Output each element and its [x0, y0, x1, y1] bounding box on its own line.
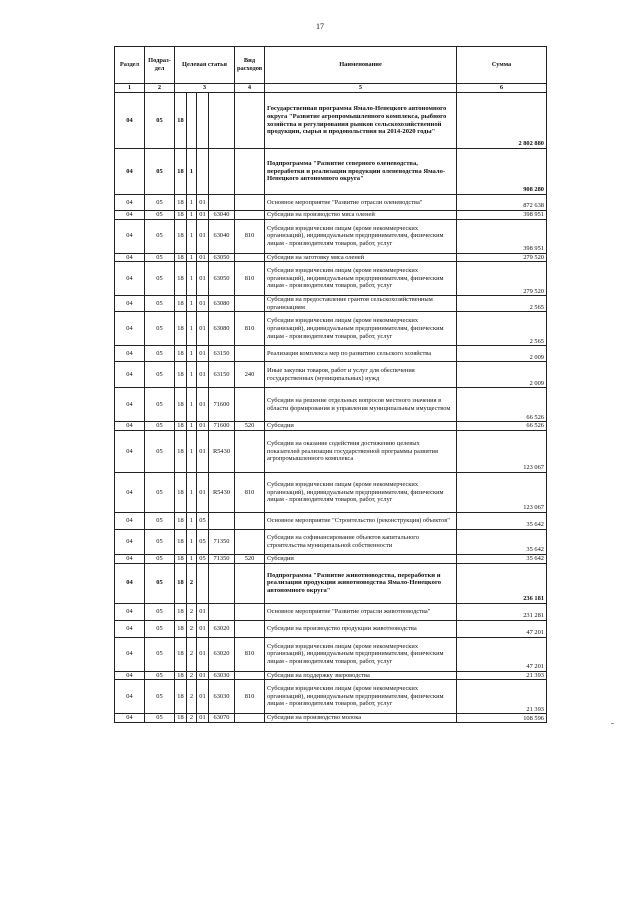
- event-code-cell: 01: [197, 430, 209, 472]
- vid-cell: [235, 296, 265, 312]
- podrazdel-cell: 05: [145, 253, 175, 262]
- event-code-cell: 01: [197, 714, 209, 723]
- sum-cell: 2 802 880: [457, 93, 547, 149]
- program-code-cell: 18: [175, 253, 187, 262]
- vid-cell: 810: [235, 472, 265, 512]
- razdel-cell: 04: [115, 680, 145, 714]
- program-code-cell: 18: [175, 637, 187, 671]
- sum-cell: 123 067: [457, 472, 547, 512]
- header-celevaya: Целевая статья: [175, 47, 235, 84]
- razdel-cell: 04: [115, 312, 145, 346]
- program-code-cell: 18: [175, 680, 187, 714]
- subprogram-code-cell: 1: [187, 529, 197, 554]
- event-code-cell: 01: [197, 680, 209, 714]
- table-row: [115, 296, 547, 312]
- name-cell: Субсидии юридическим лицам (кроме некоммерческих организаций), индивидуальным предпринимателям, физическим лицам - производителям товаров, работ, услуг: [265, 472, 457, 512]
- podrazdel-cell: 05: [145, 714, 175, 723]
- margin-mark: ˗: [611, 717, 614, 727]
- vid-cell: 810: [235, 637, 265, 671]
- razdel-cell: 04: [115, 620, 145, 637]
- subprogram-code-cell: 2: [187, 714, 197, 723]
- podrazdel-cell: 05: [145, 472, 175, 512]
- sum-cell: 279 520: [457, 253, 547, 262]
- name-cell: Субсидии юридическим лицам (кроме некоммерческих организаций), индивидуальным предпринимателям, физическим лицам - производителям товаров, работ, услуг: [265, 680, 457, 714]
- name-cell: Субсидии на заготовку мяса оленей: [265, 253, 457, 262]
- table-row: [115, 195, 547, 211]
- razdel-cell: 04: [115, 637, 145, 671]
- podrazdel-cell: 05: [145, 422, 175, 431]
- event-code-cell: 01: [197, 472, 209, 512]
- index-cell: 4: [235, 84, 265, 93]
- subprogram-code-cell: 1: [187, 422, 197, 431]
- direction-code-cell: 63150: [209, 346, 235, 362]
- program-code-cell: 18: [175, 211, 187, 220]
- razdel-cell: 04: [115, 211, 145, 220]
- podrazdel-cell: 05: [145, 603, 175, 620]
- sum-cell: 35 642: [457, 554, 547, 563]
- direction-code-cell: 63080: [209, 296, 235, 312]
- subprogram-code-cell: 1: [187, 362, 197, 388]
- index-cell: 1: [115, 84, 145, 93]
- razdel-cell: 04: [115, 253, 145, 262]
- name-cell: Подпрограмма "Развитие северного оленеводства, переработки и реализации продукции оленеводства Ямало-Ненецкого автономного округа": [265, 149, 457, 195]
- event-code-cell: 01: [197, 346, 209, 362]
- direction-code-cell: 63020: [209, 637, 235, 671]
- sum-cell: 66 526: [457, 388, 547, 422]
- vid-cell: [235, 620, 265, 637]
- direction-code-cell: [209, 512, 235, 529]
- razdel-cell: 04: [115, 219, 145, 253]
- podrazdel-cell: 05: [145, 671, 175, 680]
- page-number: 17: [316, 22, 324, 31]
- direction-code-cell: [209, 195, 235, 211]
- program-code-cell: 18: [175, 312, 187, 346]
- podrazdel-cell: 05: [145, 346, 175, 362]
- podrazdel-cell: 05: [145, 388, 175, 422]
- name-cell: Субсидии юридическим лицам (кроме некоммерческих организаций), индивидуальным предпринимателям, физическим лицам - производителям товаров, работ, услуг: [265, 219, 457, 253]
- sum-cell: 398 951: [457, 219, 547, 253]
- table-row: [115, 346, 547, 362]
- event-code-cell: 01: [197, 637, 209, 671]
- event-code-cell: 05: [197, 554, 209, 563]
- vid-cell: [235, 603, 265, 620]
- index-cell: 2: [145, 84, 175, 93]
- subprogram-code-cell: 2: [187, 671, 197, 680]
- vid-cell: [235, 430, 265, 472]
- direction-code-cell: 71350: [209, 529, 235, 554]
- event-code-cell: 01: [197, 253, 209, 262]
- name-cell: Субсидии: [265, 554, 457, 563]
- table-row: [115, 680, 547, 714]
- direction-code-cell: R5430: [209, 430, 235, 472]
- razdel-cell: 04: [115, 603, 145, 620]
- subprogram-code-cell: 1: [187, 346, 197, 362]
- name-cell: Подпрограмма "Развитие животноводства, переработки и реализации продукции животноводства Ямало-Ненецкого автономного округа": [265, 563, 457, 603]
- table-row: [115, 472, 547, 512]
- program-code-cell: 18: [175, 195, 187, 211]
- name-cell: Субсидии на софинансирование объектов капитального строительства муниципальной собственности: [265, 529, 457, 554]
- program-code-cell: 18: [175, 512, 187, 529]
- name-cell: Основное мероприятие "Строительство (реконструкция) объектов": [265, 512, 457, 529]
- event-code-cell: [197, 563, 209, 603]
- podrazdel-cell: 05: [145, 362, 175, 388]
- name-cell: Субсидии юридическим лицам (кроме некоммерческих организаций), индивидуальным предпринимателям, физическим лицам - производителям товаров, работ, услуг: [265, 637, 457, 671]
- program-code-cell: 18: [175, 296, 187, 312]
- subprogram-code-cell: 1: [187, 512, 197, 529]
- subprogram-code-cell: 1: [187, 262, 197, 296]
- vid-cell: 520: [235, 554, 265, 563]
- program-code-cell: 18: [175, 529, 187, 554]
- subprogram-code-cell: 1: [187, 219, 197, 253]
- podrazdel-cell: 05: [145, 529, 175, 554]
- sum-cell: 21 393: [457, 671, 547, 680]
- podrazdel-cell: 05: [145, 512, 175, 529]
- header-vid: Вид расходов: [235, 47, 265, 84]
- razdel-cell: 04: [115, 430, 145, 472]
- header-sum: Сумма: [457, 47, 547, 84]
- program-code-cell: 18: [175, 262, 187, 296]
- direction-code-cell: 63050: [209, 262, 235, 296]
- direction-code-cell: [209, 149, 235, 195]
- razdel-cell: 04: [115, 422, 145, 431]
- vid-cell: 810: [235, 312, 265, 346]
- name-cell: Субсидии на производство продукции животноводства: [265, 620, 457, 637]
- razdel-cell: 04: [115, 529, 145, 554]
- sum-cell: 872 638: [457, 195, 547, 211]
- podrazdel-cell: 05: [145, 93, 175, 149]
- sum-cell: 231 281: [457, 603, 547, 620]
- direction-code-cell: R5430: [209, 472, 235, 512]
- razdel-cell: 04: [115, 362, 145, 388]
- name-cell: Субсидии юридическим лицам (кроме некоммерческих организаций), индивидуальным предпринимателям, физическим лицам - производителям товаров, работ, услуг: [265, 262, 457, 296]
- subprogram-code-cell: 1: [187, 554, 197, 563]
- table-row: [115, 603, 547, 620]
- sum-cell: 398 951: [457, 211, 547, 220]
- name-cell: Субсидии на оказание содействия достижению целевых показателей реализации государственной программы развития агропромышленного комплекса: [265, 430, 457, 472]
- razdel-cell: 04: [115, 563, 145, 603]
- name-cell: Субсидии: [265, 422, 457, 431]
- event-code-cell: 01: [197, 312, 209, 346]
- table-row: [115, 529, 547, 554]
- table-row: [115, 312, 547, 346]
- razdel-cell: 04: [115, 296, 145, 312]
- direction-code-cell: 63020: [209, 620, 235, 637]
- subprogram-code-cell: 1: [187, 149, 197, 195]
- sum-cell: 279 520: [457, 262, 547, 296]
- subprogram-code-cell: 1: [187, 312, 197, 346]
- index-cell: 3: [175, 84, 235, 93]
- program-code-cell: 18: [175, 563, 187, 603]
- event-code-cell: 01: [197, 211, 209, 220]
- event-code-cell: [197, 149, 209, 195]
- name-cell: Субсидии на предоставление грантов сельскохозяйственным организациям: [265, 296, 457, 312]
- event-code-cell: 01: [197, 388, 209, 422]
- event-code-cell: 01: [197, 620, 209, 637]
- name-cell: Основное мероприятие "Развитие отрасли животноводства": [265, 603, 457, 620]
- table-row: [115, 430, 547, 472]
- podrazdel-cell: 05: [145, 262, 175, 296]
- header-name: Наименование: [265, 47, 457, 84]
- table-row: [115, 388, 547, 422]
- podrazdel-cell: 05: [145, 149, 175, 195]
- event-code-cell: 01: [197, 296, 209, 312]
- vid-cell: [235, 388, 265, 422]
- sum-cell: 47 201: [457, 620, 547, 637]
- program-code-cell: 18: [175, 362, 187, 388]
- table-row: [115, 714, 547, 723]
- vid-cell: 240: [235, 362, 265, 388]
- index-row: [115, 84, 547, 93]
- direction-code-cell: 71350: [209, 554, 235, 563]
- event-code-cell: 01: [197, 262, 209, 296]
- program-code-cell: 18: [175, 603, 187, 620]
- subprogram-code-cell: 2: [187, 620, 197, 637]
- subprogram-code-cell: 2: [187, 680, 197, 714]
- event-code-cell: 05: [197, 529, 209, 554]
- vid-cell: [235, 671, 265, 680]
- vid-cell: [235, 211, 265, 220]
- sum-cell: 2 565: [457, 312, 547, 346]
- subprogram-code-cell: 1: [187, 253, 197, 262]
- name-cell: Субсидии на производство молока: [265, 714, 457, 723]
- table-row: [115, 512, 547, 529]
- subprogram-code-cell: 1: [187, 211, 197, 220]
- vid-cell: [235, 253, 265, 262]
- table-row: [115, 253, 547, 262]
- subprogram-code-cell: 1: [187, 296, 197, 312]
- razdel-cell: 04: [115, 93, 145, 149]
- sum-cell: 35 642: [457, 512, 547, 529]
- podrazdel-cell: 05: [145, 219, 175, 253]
- razdel-cell: 04: [115, 714, 145, 723]
- podrazdel-cell: 05: [145, 430, 175, 472]
- razdel-cell: 04: [115, 149, 145, 195]
- razdel-cell: 04: [115, 388, 145, 422]
- sum-cell: 35 642: [457, 529, 547, 554]
- name-cell: Реализация комплекса мер по развитию сельского хозяйства: [265, 346, 457, 362]
- direction-code-cell: [209, 93, 235, 149]
- direction-code-cell: 63040: [209, 211, 235, 220]
- name-cell: Субсидии юридическим лицам (кроме некоммерческих организаций), индивидуальным предпринимателям, физическим лицам - производителям товаров, работ, услуг: [265, 312, 457, 346]
- program-code-cell: 18: [175, 388, 187, 422]
- event-code-cell: 01: [197, 195, 209, 211]
- subprogram-code-cell: 2: [187, 563, 197, 603]
- event-code-cell: 05: [197, 512, 209, 529]
- razdel-cell: 04: [115, 554, 145, 563]
- vid-cell: [235, 346, 265, 362]
- table-row: [115, 93, 547, 149]
- name-cell: Иные закупки товаров, работ и услуг для обеспечения государственных (муниципальных) нужд: [265, 362, 457, 388]
- table-row: [115, 362, 547, 388]
- program-code-cell: 18: [175, 430, 187, 472]
- program-code-cell: 18: [175, 93, 187, 149]
- sum-cell: 908 280: [457, 149, 547, 195]
- table-row: [115, 620, 547, 637]
- vid-cell: [235, 529, 265, 554]
- name-cell: Государственная программа Ямало-Ненецкого автономного округа "Развитие агропромышленного комплекса, рыбного хозяйства и регулирования рынков сельскохозяйственной продукции, сырья и продовольствия на 2014-2020 годы": [265, 93, 457, 149]
- subprogram-code-cell: 1: [187, 430, 197, 472]
- program-code-cell: 18: [175, 472, 187, 512]
- razdel-cell: 04: [115, 512, 145, 529]
- podrazdel-cell: 05: [145, 296, 175, 312]
- table-row: [115, 563, 547, 603]
- sum-cell: 236 181: [457, 563, 547, 603]
- direction-code-cell: [209, 563, 235, 603]
- event-code-cell: 01: [197, 603, 209, 620]
- direction-code-cell: 63150: [209, 362, 235, 388]
- razdel-cell: 04: [115, 472, 145, 512]
- program-code-cell: 18: [175, 149, 187, 195]
- table-row: [115, 422, 547, 431]
- subprogram-code-cell: 1: [187, 195, 197, 211]
- vid-cell: [235, 714, 265, 723]
- sum-cell: 2 565: [457, 296, 547, 312]
- subprogram-code-cell: 1: [187, 388, 197, 422]
- podrazdel-cell: 05: [145, 211, 175, 220]
- sum-cell: 47 201: [457, 637, 547, 671]
- name-cell: Субсидии на решение отдельных вопросов местного значения в области формирования и управления муниципальным имуществом: [265, 388, 457, 422]
- vid-cell: 810: [235, 262, 265, 296]
- table-row: [115, 637, 547, 671]
- table-body: [115, 93, 547, 723]
- event-code-cell: 01: [197, 219, 209, 253]
- vid-cell: [235, 149, 265, 195]
- program-code-cell: 18: [175, 671, 187, 680]
- podrazdel-cell: 05: [145, 620, 175, 637]
- podrazdel-cell: 05: [145, 637, 175, 671]
- event-code-cell: 01: [197, 362, 209, 388]
- vid-cell: 810: [235, 219, 265, 253]
- sum-cell: 108 596: [457, 714, 547, 723]
- subprogram-code-cell: 2: [187, 637, 197, 671]
- header-razdel: Раздел: [115, 47, 145, 84]
- direction-code-cell: [209, 603, 235, 620]
- header-podrazdel: Подраз- дел: [145, 47, 175, 84]
- table-row: [115, 554, 547, 563]
- name-cell: Субсидии на производство мяса оленей: [265, 211, 457, 220]
- direction-code-cell: 71600: [209, 422, 235, 431]
- table-row: [115, 211, 547, 220]
- direction-code-cell: 63040: [209, 219, 235, 253]
- event-code-cell: [197, 93, 209, 149]
- direction-code-cell: 63030: [209, 680, 235, 714]
- vid-cell: 810: [235, 680, 265, 714]
- direction-code-cell: 71600: [209, 388, 235, 422]
- direction-code-cell: 63030: [209, 671, 235, 680]
- sum-cell: 66 526: [457, 422, 547, 431]
- sum-cell: 21 393: [457, 680, 547, 714]
- table-row: [115, 219, 547, 253]
- subprogram-code-cell: 2: [187, 603, 197, 620]
- sum-cell: 2 009: [457, 362, 547, 388]
- table-row: [115, 262, 547, 296]
- program-code-cell: 18: [175, 714, 187, 723]
- razdel-cell: 04: [115, 195, 145, 211]
- direction-code-cell: 63050: [209, 253, 235, 262]
- table-row: [115, 671, 547, 680]
- program-code-cell: 18: [175, 219, 187, 253]
- podrazdel-cell: 05: [145, 680, 175, 714]
- sum-cell: 2 009: [457, 346, 547, 362]
- sum-cell: 123 067: [457, 430, 547, 472]
- program-code-cell: 18: [175, 554, 187, 563]
- vid-cell: [235, 195, 265, 211]
- index-cell: 5: [265, 84, 457, 93]
- program-code-cell: 18: [175, 422, 187, 431]
- direction-code-cell: 63080: [209, 312, 235, 346]
- program-code-cell: 18: [175, 346, 187, 362]
- direction-code-cell: 63070: [209, 714, 235, 723]
- program-code-cell: 18: [175, 620, 187, 637]
- header-row: [115, 47, 547, 84]
- podrazdel-cell: 05: [145, 554, 175, 563]
- vid-cell: [235, 93, 265, 149]
- name-cell: Субсидии на поддержку звероводства: [265, 671, 457, 680]
- razdel-cell: 04: [115, 346, 145, 362]
- subprogram-code-cell: [187, 93, 197, 149]
- vid-cell: 520: [235, 422, 265, 431]
- index-cell: 6: [457, 84, 547, 93]
- subprogram-code-cell: 1: [187, 472, 197, 512]
- razdel-cell: 04: [115, 262, 145, 296]
- table-row: [115, 149, 547, 195]
- budget-table: [114, 46, 547, 723]
- podrazdel-cell: 05: [145, 195, 175, 211]
- event-code-cell: 01: [197, 422, 209, 431]
- podrazdel-cell: 05: [145, 312, 175, 346]
- podrazdel-cell: 05: [145, 563, 175, 603]
- vid-cell: [235, 563, 265, 603]
- razdel-cell: 04: [115, 671, 145, 680]
- event-code-cell: 01: [197, 671, 209, 680]
- vid-cell: [235, 512, 265, 529]
- name-cell: Основное мероприятие "Развитие отрасли оленеводства": [265, 195, 457, 211]
